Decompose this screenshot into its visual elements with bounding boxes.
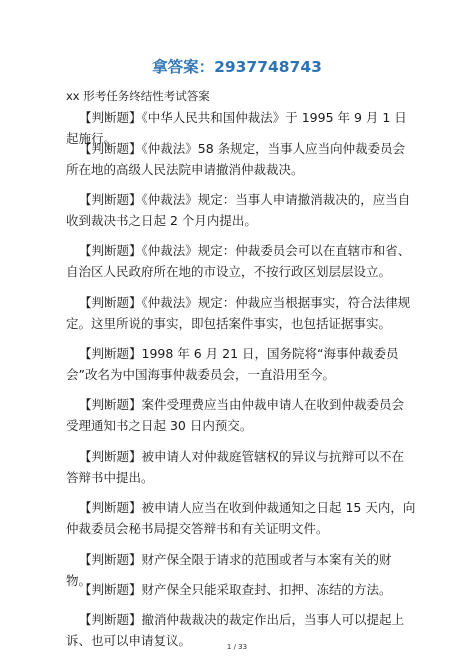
question-item: 【判断题】被申请人对仲裁庭管辖权的异议与抗辩可以不在答辩书中提出。 [66,449,405,485]
question-item: 【判断题】撤消仲裁裁决的裁定作出后，当事人可以提起上诉、也可以申请复议。 [66,612,405,648]
question-item: 【判断题】《仲裁法》规定：当事人申请撤消裁决的，应当自收到裁决书之日起 2 个月内提出。 [66,192,411,228]
page-number: 1 / 33 [226,643,248,651]
question-item: 【判断题】《仲裁法》58 条规定，当事人应当向仲裁委员会所在地的高级人民法院申请撤消仲裁裁决。 [66,141,406,177]
question-item: 【判断题】1998 年 6 月 21 日，国务院将“海事仲裁委员会”改名为中国海事仲裁委员会，一直沿用至今。 [66,346,399,382]
question-item: 【判断题】财产保全限于请求的范围或者与本案有关的财物。 [66,552,392,588]
question-item: 【判断题】《中华人民共和国仲裁法》于 1995 年 9 月 1 日起施行。 [66,110,407,146]
question-item: 【判断题】《仲裁法》规定：仲裁应当根据事实，符合法律规定。这里所说的事实，即包括案件事实，也包括证据事实。 [66,295,411,331]
question-item: 【判断题】被申请人应当在收到仲裁通知之日起 15 天内，向仲裁委员会秘书局提交答辩书和有关证明文件。 [66,500,416,536]
question-item: 【判断题】《仲裁法》规定：仲裁委员会可以在直辖市和省、自治区人民政府所在地的市设立，不按行政区划层层设立。 [66,243,411,279]
answer-contact-header: 拿答案：2937748743 [152,58,322,76]
question-item: 【判断题】财产保全只能采取查封、扣押、冻结的方法。 [79,582,392,597]
document-title: xx 形考任务终结性考试答案 [66,89,210,103]
question-item: 【判断题】案件受理费应当由仲裁申请人在收到仲裁委员会受理通知书之日起 30 日内预交。 [66,397,405,433]
